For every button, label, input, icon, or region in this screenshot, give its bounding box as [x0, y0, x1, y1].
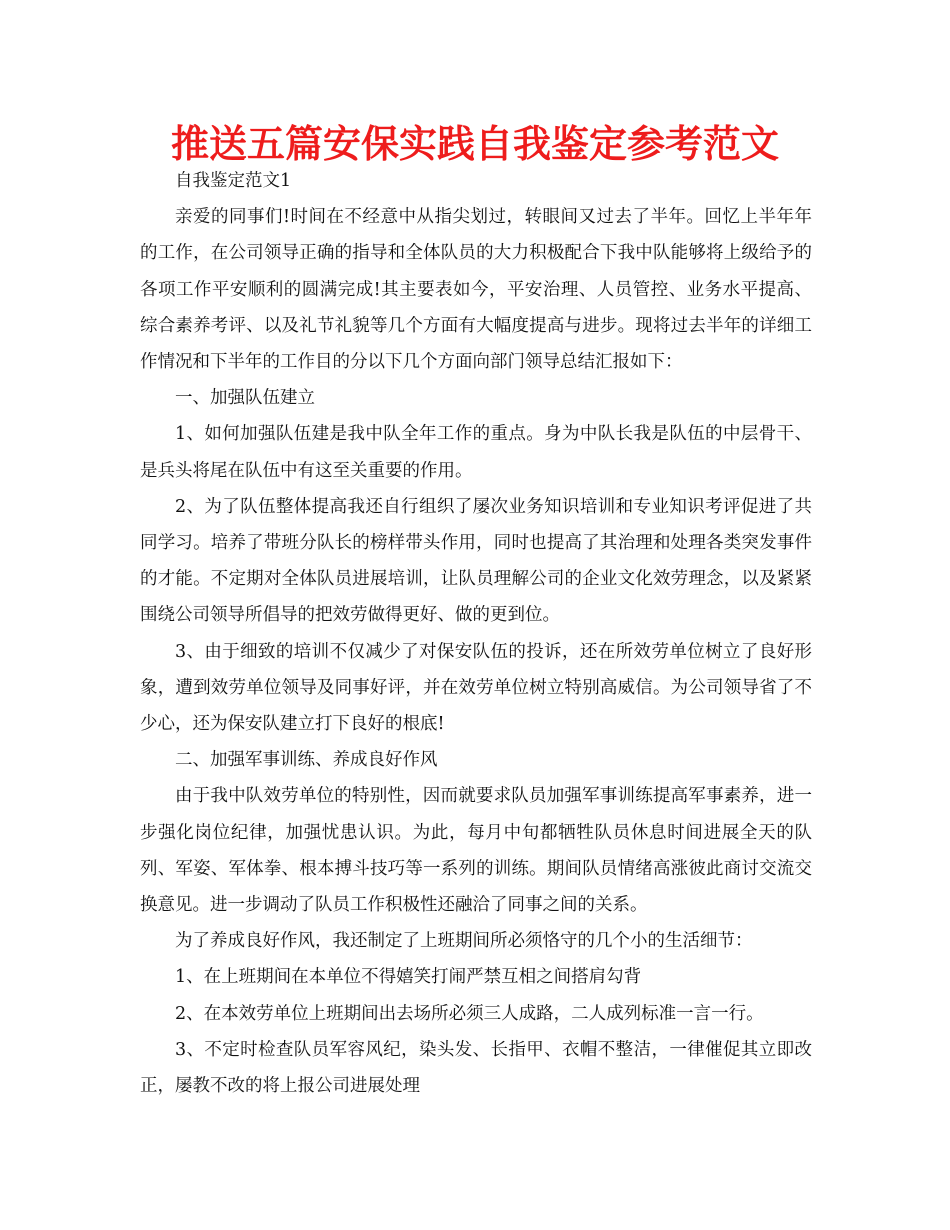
paragraph-item-1-1: 1、如何加强队伍建是我中队全年工作的重点。身为中队长我是队伍的中层骨干、是兵头将尾在队伍中有这至关重要的作用。 [140, 424, 812, 481]
paragraph-rule-2: 2、在本效劳单位上班期间出去场所必须三人成路，二人成列标准一言一行。 [175, 1003, 764, 1024]
paragraph-training: 由于我中队效劳单位的特别性，因而就要求队员加强军事训练提高军事素养，进一步强化岗位纪律，加强忧患认识。为此，每月中旬都牺牲队员休息时间进展全天的队列、军姿、军体拳、根本搏斗技巧等一系列的训练。期间队员情绪高涨彼此商讨交流交换意见。进一步调动了队员工作积极性还融洽了同事之间的关系。 [140, 786, 812, 916]
section-heading-1: 一、加强队伍建立 [175, 388, 315, 409]
paragraph-item-1-2: 2、为了队伍整体提高我还自行组织了屡次业务知识培训和专业知识考评促进了共同学习。培养了带班分队长的榜样带头作用，同时也提高了其治理和处理各类突发事件的才能。不定期对全体队员进展培训，让队员理解公司的企业文化效劳理念，以及紧紧围绕公司领导所倡导的把效劳做得更好、做的更到位。 [140, 496, 812, 626]
paragraph-rule-1: 1、在上班期间在本单位不得嬉笑打闹严禁互相之间搭肩勾背 [175, 967, 642, 988]
section-heading-sample-1: 自我鉴定范文1 [175, 171, 292, 191]
paragraph-rule-3: 3、不定时检查队员军容风纪，染头发、长指甲、衣帽不整洁，一律催促其立即改正，屡教不改的将上报公司进展处理 [140, 1039, 812, 1097]
document-title: 推送五篇安保实践自我鉴定参考范文 [170, 122, 779, 166]
paragraph-rules-intro: 为了养成良好作风，我还制定了上班期间所必须恪守的几个小的生活细节： [175, 931, 753, 952]
document-body [140, 163, 812, 1104]
paragraph-intro: 亲爱的同事们!时间在不经意中从指尖划过，转眼间又过去了半年。回忆上半年年的工作，在公司领导正确的指导和全体队员的大力积极配合下我中队能够将上级给予的各项工作平安顺利的圆满完成!其主要表如今，平安治理、人员管控、业务水平提高、综合素养考评、以及礼节礼貌等几个方面有大幅度提高与进步。现将过去半年的详细工作情况和下半年的工作目的分以下几个方面向部门领导总结汇报如下： [140, 207, 812, 373]
paragraph-item-1-3: 3、由于细致的培训不仅减少了对保安队伍的投诉，还在所效劳单位树立了良好形象，遭到效劳单位领导及同事好评，并在效劳单位树立特别高威信。为公司领导省了不少心，还为保安队建立打下良好的根底! [140, 641, 812, 735]
section-heading-2: 二、加强军事训练、养成良好作风 [175, 750, 438, 771]
